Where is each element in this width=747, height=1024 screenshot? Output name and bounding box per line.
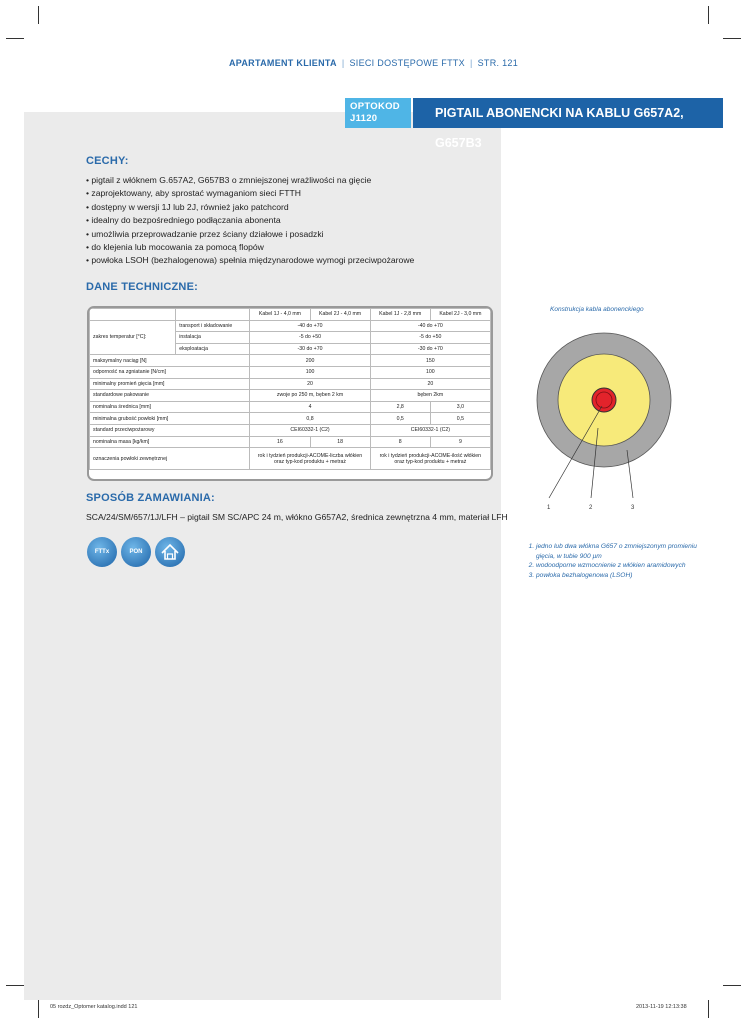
cell: 2,8 — [370, 401, 430, 413]
features-heading: CECHY: — [86, 155, 129, 167]
table-row — [90, 401, 491, 413]
cell: -5 do +50 — [250, 332, 370, 344]
crop-mark — [6, 985, 24, 986]
crop-mark — [708, 1000, 709, 1018]
features-list — [86, 174, 414, 268]
cell — [250, 448, 370, 470]
cell-line: oraz typ-kod produktu + metraż — [274, 458, 346, 465]
product-code-badge — [345, 98, 411, 128]
row-label: minimalny promień gięcia [mm] — [90, 378, 250, 390]
crop-mark — [723, 38, 741, 39]
cell: 200 — [250, 355, 370, 367]
row-sublabel: transport i składowanie — [176, 320, 250, 332]
row-label: maksymalny naciąg [N] — [90, 355, 250, 367]
crop-mark — [708, 6, 709, 24]
table-row — [90, 378, 491, 390]
col-header: Kabel 1J - 2,8 mm — [370, 309, 430, 321]
order-text: SCA/24/SM/657/1J/LFH – pigtail SM SC/APC 24 m, włókno G657A2, średnica zewnętrzna 4 mm, materiał LFH — [86, 512, 508, 522]
crop-mark — [38, 1000, 39, 1018]
tech-heading: DANE TECHNICZNE: — [86, 281, 198, 293]
table-row — [90, 424, 491, 436]
list-item: • dostępny w wersji 1J lub 2J, również jako patchcord — [86, 201, 414, 214]
row-label: nominalna średnica [mm] — [90, 401, 250, 413]
list-item: • idealny do bezpośredniego podłączania abonenta — [86, 214, 414, 227]
diagram-label-2: 2 — [589, 505, 593, 511]
list-item: • pigtail z włóknem G.657A2, G657B3 o zmniejszonej wrażliwości na gięcie — [86, 174, 414, 187]
table-row — [90, 366, 491, 378]
cell: -30 do +70 — [250, 343, 370, 355]
fttx-icon: FTTx — [87, 537, 117, 567]
page-header: APARTAMENT KLIENTA | SIECI DOSTĘPOWE FTTX | STR. 121 — [228, 58, 519, 68]
crop-mark — [6, 38, 24, 39]
row-label: standardowe pakowanie — [90, 390, 250, 402]
cell-line: oraz typ-kod produktu + metraż — [394, 458, 467, 465]
cell: 9 — [430, 436, 490, 448]
row-label: standard przeciwpożarowy — [90, 424, 250, 436]
header-page: STR. 121 — [477, 58, 519, 68]
row-label: oznaczenia powłoki zewnętrznej — [90, 448, 250, 470]
list-item: • umożliwia przeprowadzanie przez ściany działowe i posadzki — [86, 228, 414, 241]
list-item: 2. wodoodporne wzmocnienie z włókien aramidowych — [536, 561, 706, 571]
product-title: PIGTAIL ABONENCKI NA KABLU G657A2, G657B3 — [413, 98, 723, 128]
cell: bęben 2km — [370, 390, 490, 402]
cell: 0,8 — [250, 413, 370, 425]
col-header: Kabel 1J - 4,0 mm — [250, 309, 310, 321]
home-icon — [155, 537, 185, 567]
table-row — [90, 309, 491, 321]
list-item: • powłoka LSOH (bezhalogenowa) spełnia międzynarodowe wymogi przeciwpożarowe — [86, 254, 414, 267]
cell — [370, 448, 490, 470]
row-label: nominalna masa [kg/km] — [90, 436, 250, 448]
row-sublabel: instalacja — [176, 332, 250, 344]
cell: 0,5 — [370, 413, 430, 425]
col-header: Kabel 2J - 3,0 mm — [430, 309, 490, 321]
diagram-label-3: 3 — [631, 505, 635, 511]
cell: 100 — [250, 366, 370, 378]
table-row — [90, 390, 491, 402]
table-row — [90, 448, 491, 470]
cell-line: rok i tydzień produkcji-ACOME-liczba włókien — [257, 452, 363, 459]
cell: 16 — [250, 436, 310, 448]
cable-cross-section — [520, 318, 690, 518]
crop-mark — [723, 985, 741, 986]
cell: 8 — [370, 436, 430, 448]
cell: zwoje po 250 m, bęben 2 km — [250, 390, 370, 402]
cell: -5 do +50 — [370, 332, 490, 344]
footer-date: 2013-11-19 12:13:38 — [636, 1004, 687, 1010]
cell: 150 — [370, 355, 490, 367]
product-code-line1: OPTOKOD — [350, 101, 400, 112]
cell: CEI60332-1 (C2) — [370, 424, 490, 436]
list-item: • do klejenia lub mocowania za pomocą flopów — [86, 241, 414, 254]
row-label: minimalna grubość powłoki [mm] — [90, 413, 250, 425]
col-header: Kabel 2J - 4,0 mm — [310, 309, 370, 321]
cell: 100 — [370, 366, 490, 378]
table-row — [90, 320, 491, 332]
cell: 3,0 — [430, 401, 490, 413]
product-code-line2: J1120 — [350, 113, 378, 124]
list-item: • zaprojektowany, aby sprostać wymaganiom sieci FTTH — [86, 187, 414, 200]
cell: 0,5 — [430, 413, 490, 425]
cell: -30 do +70 — [370, 343, 490, 355]
cell: 20 — [370, 378, 490, 390]
house-glyph — [155, 537, 185, 567]
header-section: APARTAMENT KLIENTA — [228, 58, 337, 68]
diagram-title: Konstrukcja kabla abonenckiego — [550, 306, 644, 313]
header-subsection: SIECI DOSTĘPOWE FTTX — [349, 58, 465, 68]
table-row — [90, 413, 491, 425]
list-item: 3. powłoka bezhalogenowa (LSOH) — [536, 571, 706, 581]
diagram-legend — [526, 542, 706, 580]
row-label: zakres temperatur [°C]: — [90, 320, 176, 355]
tech-table — [87, 306, 493, 481]
pon-icon: PON — [121, 537, 151, 567]
footer-file: 05 rozdz_Optomer katalog.indd 121 — [50, 1004, 138, 1010]
row-label: odporność na zgniatanie [N/cm] — [90, 366, 250, 378]
diagram-label-1: 1 — [547, 505, 551, 511]
cell-line: rok i tydzień produkcji-ACOME-ilość włókien — [379, 452, 482, 459]
cell: -40 do +70 — [250, 320, 370, 332]
row-sublabel: eksploatacja — [176, 343, 250, 355]
table-row — [90, 436, 491, 448]
list-item: 1. jedno lub dwa włókna G657 o zmniejszonym promieniu gięcia, w tubie 900 µm — [536, 542, 706, 561]
cell: 4 — [250, 401, 370, 413]
cell: 18 — [310, 436, 370, 448]
cell: 20 — [250, 378, 370, 390]
table-row — [90, 355, 491, 367]
crop-mark — [38, 6, 39, 24]
order-heading: SPOSÓB ZAMAWIANIA: — [86, 492, 215, 504]
cell: -40 do +70 — [370, 320, 490, 332]
cell: CEI60332-1 (C2) — [250, 424, 370, 436]
